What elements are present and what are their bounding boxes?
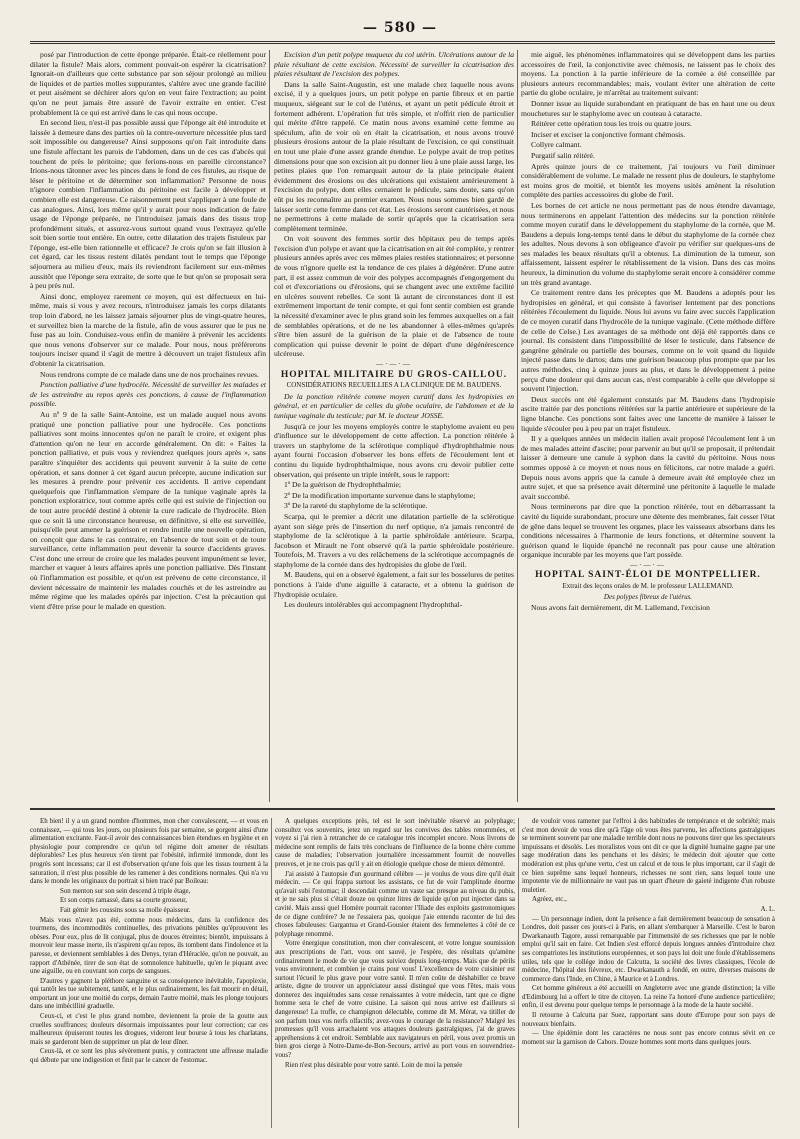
paragraph: Nous avons fait dernièrement, dit M. Lallemand, l'excision	[531, 603, 710, 613]
paragraph: Collyre calmant.	[531, 140, 582, 150]
paragraph: On voit souvent des femmes sortir des hôpitaux peu de temps après l'excision d'un polype et avant que la cicatrisation en ait été complète, y rentrer plusieurs années après avec ces mêmes plaies restées stationnaires; et personne de vous n'ignore quelle est la tendance de ces plaies à dégénérer. D'une autre part, il est assez commun de voir des polypes accompagnés d'engorgement du col et d'excoriations ou d'érosions, qui se changent avec une extrême facilité en ulcères souvent rebelles. Ce sont là autant de circonstances dont il est extrêmement important de tenir compte, et qui font sentir combien est grande la nécessité d'examiner avec le plus grand soin les femmes auxquelles on a fait de semblables opérations, et de ne les abandonner à elles-mêmes qu'après s'être bien assuré de la guérison de la plaie et de l'absence de toute complication qui puisse devenir le point de départ d'une dégénérescence ulcéreuse.	[274, 234, 514, 359]
article-title: Des polypes fibreux de l'utérus.	[603, 592, 693, 601]
ornament-divider: —·—·—	[630, 560, 666, 569]
paragraph: Rien n'est plus désirable pour votre santé. Loin de moi la pensée	[285, 1061, 463, 1069]
list-item: 1º De la guérison de l'hydrophthalmie;	[284, 480, 401, 490]
paragraph: — Un personnage indien, dont la présence a fait dernièrement beaucoup de sensation à Londres, doit passer ces jours-ci à Paris, en allant s'embarquer à Marseille. C'est le baron Dwarkanauth Tagore, aussi remarquable par l'immensité de ses richesses que par le noble emploi qu'il sait en faire. Cet Indien s'est efforcé depuis longues années d'introduire chez ses compatriotes les institutions européennes, et son pays lui doit une foule d'établissemens utiles, tels que le collége indou de Calcutta, la société des livres classiques, l'école de médecine, l'hôpital des fiévreux, etc. Dwarkanauth a fondé, en outre, diverses maisons de commerce dans l'Inde, en Chine, à Maurice et à Londres.	[522, 915, 775, 983]
paragraph: Votre énergique constitution, mon cher convalescent, et votre longue soumission aux prescriptions de l'art, vous ont sauvé, je l'espère, des résultats qu'amène ordinairement le mode de vie que vous suiviez depuis long-temps. Mais que de périls vous environnent, et combien je crains pour vous! L'excellence de votre cuisinier est surtout l'écueil le plus grave pour votre santé. Il m'en coûte de déshabiller ce brave artiste, digne de trouver un appréciateur aussi distingué que vous l'êtes, mais vous donnerez des inquiétudes sans cesse renaissantes à votre médecin, tant que ce digne homme sera le chef de votre cuisine. La saison qui nous arrive est d'ailleurs si dangereuse! La truffe, ce champignon délectable, comme dit M. Mérat, va titiller de son parfum tous vos nerfs olfactifs; avez-vous le courage de la resistance? Malgré les promesses qu'il vous arrachaient vos attaques douleurs gastralgiques, j'ai de graves appréhensions à cet endroit. Semblable aux navigateurs en péril, vous avez promis un bien gros cierge à Notre-Dame-de-Bon-Secours, arrivé au port vous en souvendriez-vous?	[275, 940, 515, 1060]
paragraph: — Une épidémie dont les caractères ne nous sont pas encore connus sévit en ce moment sur la garnison de Cahors. Douze hommes sont morts dans quelques jours.	[522, 1030, 775, 1046]
header-rule	[30, 41, 775, 44]
paragraph: Cet homme généreux a été accueilli en Angleterre avec une grande distinction; la ville d'Edimbourg lui a offert le titre de citoyen. La reine l'a honoré d'une audience particulière; enfin, il est devenu pour quelque temps le personnage à la mode de la haute société.	[522, 985, 775, 1010]
column-divider	[518, 818, 519, 1128]
feuilleton-rule	[30, 808, 775, 810]
paragraph: Les bornes de cet article ne nous permettant pas de nous étendre davantage, nous terminerons en appelant l'attention des médecins sur la ponction réitérée comme moyen curatif dans le développement du staphylome de la cornée, que M. Baudens a depuis long-temps tenté dans le début du staphylome de la cornée chez les adultes. Nous devons à son obligeance d'avoir pu vérifier sur quelques-uns de ses malades les beaux résultats qu'il a obtenus. La diminution de la tumeur, son affaissement, laissent espérer le rétablissement de la vision. Dans des cas moins heureux, la diminution du volume du staphylome serait encore à considérer comme un très grand avantage.	[521, 200, 775, 287]
paragraph: de vouloir vous ramener par l'effroi à des habitudes de tempérance et de sobriété; mais c'est mon devoir de vous dire qu'à l'âge où vous êtes parvenu, les affections gastralgiques se terminent souvent par une maladie terrible dont nous ne pouvons tirer que les spectateurs impuissans et désolés. Les moralistes vous ont dit ce que la dignité humaine gagne par une sage modération dans les penchans et les désirs; le médecin doit ajouter que cette modération est plus qu'une vertu, c'est un calcul et de tous le plus important, car il s'agit de ce bien suprême sans lequel honneurs, richesses ne sont rien, sans lequel toute une impotente vie de millionnaire ne vaut pas un quart d'heure de gaieté indigente d'un robuste muletier.	[522, 818, 775, 894]
list-item: 2º De la modification importante survenue dans le staphylome;	[284, 490, 476, 500]
section-title: Excision d'un petit polype muqueux du col utérin. Ulcérations autour de la plaie résultant de cette excision. Nécessité de surveiller la cicatrisation des plaies résultant de l'excision des polypes.	[274, 50, 514, 79]
paragraph: Ce traitement rentre dans les préceptes que M. Baudens a adoptés pour les hydropisies en général, et qui consiste à favoriser lentement par des ponctions réitérées l'écoulement du liquide. Nous lui avons vu faire avec succès l'application de ce moyen curatif dans l'hydrocèle de la tunique vaginale. (Cette méthode diffère de celle de Celse.) Les avantages de sa méthode ont déjà été rapportés dans ce journal. Ils consistent dans l'impossibilité de léser le testicule, dans l'absence de gangrène générale ou partielle des bourses, comme on le voit quand du liquide injecté passe dans le dartos; dans une guérison beaucoup plus prompte que par les autres méthodes, cinq à quinze jours au plus, et dans le développement à peine perçu d'une douleur qui dans aucun cas, n'est comparable à celle que développe si souvent l'injection.	[521, 288, 775, 394]
signature: A. L.	[760, 905, 775, 913]
paragraph: mie aiguë, les phénomènes inflammatoires qui se développent dans les parties accessoires de l'œil, la conjonctivite avec chémosis, ne laissent pas le choix des moyens. La ponction à la partie inférieure de la cornée a été conseillée par plusieurs auteurs recommandables; mais, voulant éviter une altération de cette partie du globe oculaire, je m'arrêtai au traitement suivant:	[521, 50, 775, 98]
verse-line: Et son corps ramassé, dans sa courte grosseur,	[60, 897, 187, 905]
column-2	[274, 50, 514, 802]
column-divider	[517, 50, 518, 802]
paragraph: Il retourne à Calcutta par Suez, rapportant sans doute d'Europe pour son pays de nouveaux bienfaits.	[522, 1012, 775, 1028]
paragraph: Ceux-là, et ce sont les plus sévèrement punis, y contractent une affreuse maladie qui débute par une indigestion et finit par le cancer de l'estomac.	[30, 1048, 268, 1065]
page-number: — 580 —	[363, 20, 437, 36]
paragraph: Donner issue au liquide surabondant en pratiquant de bas en haut une ou deux mouchetures sur le staphylome avec un couteau à cataracte.	[521, 98, 775, 118]
paragraph: Il y a quelques années un médecin italien avait proposé l'écoulement lent à un de mes malades atteint d'ascite; pour parvenir au but qu'il se proposait, il prétendait laisser à demeure une canule à syphon dans la cavité du péritoine. Nous nous sommes opposé à ce moyen et nous nous en félicitons, car notre malade a guéri. Depuis nous avons appris que la canule à demeure avait été employée chez un autre sujet, et que sa présence avait déterminé une péritonite à laquelle le malade avait succombé.	[521, 434, 775, 501]
feuilleton-column-2	[275, 818, 515, 1128]
column-1	[30, 50, 266, 802]
subheading: Extrait des leçons orales de M. le professeur LALLEMAND.	[562, 582, 734, 591]
paragraph: D'autres y gagnent la pléthore sanguine et sa conséquence inévitable, l'apoplexie, qui tantôt les tue subitement, tantôt, et le plus ordinairement, les fait mourir en détail, emportant un jour une moitié du corps, demain l'autre moitié, mais les plonge toujours dans une imbécillité graduelle.	[30, 977, 268, 1011]
paragraph: A quelques exceptions près, tel est le sort inévitable réservé au polyphage; consultez vos souvenirs, jetez un regard sur les convives des tables renommées, et voyez si j'ai rien à retrancher de ce catalogue très incomplet encore. Nous livrons de médecine sont remplis de faits très concluans de l'influence de la bonne chère comme cause de maladies; l'observation journalière incessamment fournit de nouvelles preuves, et je ne crois pas qu'il y ait en étiologie quelque chose de mieux démontré.	[275, 818, 515, 868]
paragraph: Deux succès ont été également constatés par M. Baudens dans l'hydropisie ascite traitée par des ponctions réitérées sur la partie antérieure et supérieure de la ligne blanche. Ces ponctions sont faites avec une lancette de manière à laisser le liquide s'écouler peu à peu par un trajet fistuleux.	[521, 394, 775, 433]
paragraph: J'ai assisté à l'autopsie d'un gourmand célèbre — je voulus de vous dire qu'il était médecin. — Ce qui frappa surtout les assistans, ce fut de voir l'amplitude énorme qu'avait subi l'estomac; il descendait comme un vaste sac presque au niveau du pubis, et je ne sais plus si c'était douze ou quinze litres de liquide qu'on put injecter dans sa cavité. Mais aussi quel Homère pourrait raconter l'Iliade des exploits gastronomiques de ce digne confrère? Je ne l'essaiera pas, quoique j'aie entendu raconter de lui des choses fabuleuses: Gargantua et Grand-Gousier étaient des femmelettes à côté de ce polyphage renommé.	[275, 870, 515, 938]
paragraph: Les douleurs intolérables qui accompagnent l'hydrophthal-	[284, 600, 463, 610]
verse-line: Son menton sur son sein descend à triple étage,	[60, 887, 191, 895]
paragraph: Mais vous n'avez pas été, comme nous médecins, dans la confidence des tourmens, des incommodités continuelles, des privations pénibles qu'éprouvent les obèses. Pour eux, plus de lit conjugal, plus de douces étreintes; bientôt, impuissans à mouvoir leur masse inerte, ils n'aspirent qu'au repos, ils tombent dans l'indolence et la paresse, et deviennent semblables à des Denys, tyran d'Héraclée, qu'on ne pouvait, au rapport d'Athénée, tirer de son état de somnolence habituelle, qu'en le piquant avec une aiguille, ou en couvrant son corps de sangsues.	[30, 916, 268, 976]
paragraph: Scarpa, qui le premier a décrit une dilatation partielle de la sclérotique ayant son siège près de l'insertion du nerf optique, n'a jamais rencontré de staphylome de la sclérotique à la partie sphéroïdale antérieure. Scarpa, Jacobson et Mirault ne l'ont observé qu'à la partie sphéroïdale postérieure. Toutefois, M. Travers a vu des relâchemens de la sclérotique accompagnés de staphylome de la cornée dans des hydropisies du globe de l'œil.	[274, 511, 514, 569]
paragraph: Après quinze jours de ce traitement, j'ai toujours vu l'œil diminuer considérablement de volume. Le malade ne ressent plus de douleurs, le staphylome est moins gros de moitié, et bientôt les moyens usités amènent la résolution complète des parties accessoires du globe de l'œil.	[521, 161, 775, 200]
article-title: De la ponction réitérée comme moyen curatif dans les hydropisies en général, et en particulier de celles du globe oculaire, de l'abdomen et de la tunique vaginale du testicule; par M. le docteur JOSSE.	[274, 391, 514, 420]
paragraph: Jusqu'à ce jour les moyens employés contre le staphylome avaient eu peu d'influence sur le développement de cette affection. La ponction réitérée à travers un staphylome de la sclérotique compliqué d'hydrophthalmie nous ayant fourni l'occasion d'observer les bons effets de l'écoulement lent et continu du liquide hydrophthalmique, nous avons cru devoir publier cette observation, qui présente un triple intérêt, sous le rapport:	[274, 421, 514, 479]
section-title: Ponction palliative d'une hydrocèle. Nécessité de surveiller les malades et de les astreindre au repos après ces ponctions, à cause de l'inflammation possible.	[30, 380, 266, 409]
paragraph: Ceux-ci, et c'est le plus grand nombre, deviennent la proie de la goutte aux cruelles souffrances; douleurs désormais impuissantes pour leur correction; car ces malheureux épuiseront toutes les drogues, videront leur bourse à tous les charlatans, mais se garderont bien de supprimer un plat de leur dîner.	[30, 1013, 268, 1046]
column-divider	[271, 818, 272, 1128]
paragraph: Purgatif salin réitéré.	[531, 150, 595, 160]
paragraph: Au nº 9 de la salle Saint-Antoine, est un malade auquel nous avons pratiqué une ponction palliative pour une hydrocèle. Ces ponctions palliatives sont moins innocentes qu'on ne paraît le croire, et exigent plus d'attention qu'on ne leur en accorde généralement. On dit: « Faites la ponction palliative, et puis vous y reviendrez quelques jours après », sans paraître s'inquiéter des accidents qui peuvent survenir à la suite de cette opération, et sans donner à cet égard aucun précepte, aucune indication sur les mesures à prendre pour prévenir ces accidents. Il arrive cependant quelquefois que l'inflammation s'empare de la tunique vaginale après la ponction exploratrice, tout comme après celle qui est suivie de l'injection ou de tout autre procédé destiné à obtenir la cure radicale de l'hydrocèle. Bien que ce soit là une circonstance heureuse, en définitive, si elle est surveillée, puisqu'elle peut amener la guérison et rendre inutile une nouvelle opération, on conçoit que dans le cas contraire, en l'absence de tout soin et de toute surveillance, cette inflammation peut devenir la source d'accidents graves. C'est donc une erreur de croire que les malades peuvent impunément se lever, marcher et vaquer à leurs affaires après une ponction palliative. Dès l'instant où l'inflammation est possible, et qu'on est prévenu de cette circonstance, il devient nécessaire de maintenir les malades couchés et de les astreindre au même régime que les malades opérés par injection. C'est la précaution qui vient d'être prise pour le malade en question.	[30, 409, 266, 611]
subheading: CONSIDÉRATIONS RECUEILLIES A LA CLINIQUE DE M. BAUDENS.	[286, 381, 502, 390]
feuilleton-column-1	[30, 818, 268, 1128]
paragraph: Agréez, etc.,	[532, 896, 567, 904]
hospital-heading: HOPITAL MILITAIRE DU GROS-CAILLOU.	[280, 369, 508, 380]
paragraph: Dans la salle Saint-Augustin, est une malade chez laquelle nous avons excisé, il y a quelques jours, un petit polype en partie fibreux et en partie muqueux, siégeant sur le col de l'utérus, et ayant un petit pédicule étroit et fortement adhérent. L'opération fut très simple, et n'offrit rien de particulier qui mérite d'être rappelé. Ce matin nous avons examiné cette femme au spéculum, afin de voir où en était la cicatrisation, et nous avons trouvé plusieurs érosions autour de la plaie résultant de l'excision, ce qui constituait en tout une plaie d'une assez grande étendue. Le polype avait de trop petites dimensions pour que son excision ait pu donner lieu à une plaie aussi large, les petites plaies que l'on remarquait autour de la plaie principale étaient évidemment des érosions ou des ulcérations qui existaient antérieurement à l'excision du polype, dont elles cernaient le pédicule, sans doute, sans qu'on eût pu les reconnaître au premier examen. Nous nous sommes bien gardé de laisser sortir cette femme dans cet état. Les érosions seront cautérisées, et nous ne permettrons à cette malade de sortir qu'après que la cicatrisation sera complètement terminée.	[274, 79, 514, 233]
column-3	[521, 50, 775, 802]
paragraph: En second lieu, n'est-il pas possible aussi que l'éponge ait été introduite et laissée à demeure dans des parties où la contre-ouverture nécessitée plus tard soit impossible ou dangereuse? Ainsi supposons qu'on l'ait introduite dans une fistule affectant les parois de l'abdomen, dans un de ces cas d'abcès qui touchent de près le péritoine; que ferions-nous en pareille circonstance? Irions-nous tâtonner avec les pinces dans le fond de ces fistules, au risque de léser le péritoine et de déterminer son inflammation? Personne de nous n'ignore combien l'inflammation du péritoine est facile à développer et combien elle est dangereuse. Ce raisonnement peut s'appliquer à une foule de cas analogues. Ainsi, lors même qu'il y aurait pour nous indication de faire usage de l'éponge préparée, ne l'introduisez jamais dans des tissus trop profondément situés, et assurez-vous surtout quand vous l'extrayez qu'elle soit bien sortie tout entière. En outre, cette dilatation des trajets fistuleux par l'éponge, est-elle bien rationnelle et efficace? Je crois qu'on se fait illusion à cet égard, car les tissus restent dilatés pendant tout le temps que l'éponge séjournera au milieu d'eux, mais ils reviendront facilement sur eux-mêmes aussitôt que l'éponge sera extraite, de sorte que le but qu'on se proposait sera à peu près nul.	[30, 118, 266, 291]
paragraph: Ainsi donc, employez rarement ce moyen, qui est défectueux en lui-même, mais si vous y avez recours, n'introduisez jamais les corps dilatants trop loin d'abord, ne les laissez jamais séjourner plus de vingt-quatre heures, et surveillez bien la marche de la fistule, afin de vous assurer que le pus ne fuse pas au loin. Conduisez-vous enfin de manière à prévenir les accidents que nous venons d'observer sur ce malade. Pour nous, nous préférerons toujours inciser quand il s'agit de mettre à découvert un trajet fistuleux afin d'obtenir la cicatrisation.	[30, 291, 266, 368]
feuilleton-column-3	[522, 818, 775, 1128]
paragraph: M. Baudens, qui en a observé également, a fait sur les bosselures de petites ponctions à l'aide d'une aiguille à cataracte, et a obtenu la guérison de l'hydropisie oculaire.	[274, 570, 514, 599]
verse-line: Fait gémir les coussins sous sa molle épaisseur.	[60, 906, 191, 914]
hospital-heading: HOPITAL SAINT-ÉLOI DE MONTPELLIER.	[535, 570, 761, 581]
paragraph: Nous terminerons par dire que la ponction réitérée, tout en débarrassant la cavité du liquide surabondant, procure une détente des membranes, fait cesser l'état de gêne dans lequel se trouvent les organes, place les vaisseaux absorbans dans les conditions nécessaires à l'harmonie de leurs fonctions, et détermine souvent la guérison quand le liquide épanché ne reconnaît pas pour cause une altération organique incurable par les moyens que l'art possède.	[521, 502, 775, 560]
ornament-divider: —·—·—	[376, 360, 412, 368]
paragraph: posé par l'introduction de cette éponge préparée. Était-ce réellement pour dilater la fistule? Mais alors, comment pouvait-on espérer la cicatrisation? Ignorait-on d'ailleurs que cette substance par son séjour prolongé au milieu de liquides et de parties molles suppurantes, s'altère avec une grande facilité et peut aisément se déchirer alors qu'on en veut faire l'extraction; au point qu'on ne peut jamais être assuré de l'avoir extraite en entier. C'est probablement là ce qui est arrivé dans le cas qui nous occupe.	[30, 50, 266, 117]
column-divider	[269, 50, 270, 802]
list-item: 3º De la rareté du staphylome de la sclérotique.	[284, 501, 428, 511]
paragraph: Nous rendrons compte de ce malade dans une de nos prochaines revues.	[40, 369, 259, 379]
paragraph: Inciser et exciser la conjonctive formant chémosis.	[531, 129, 686, 139]
paragraph: Réitérer cette opération tous les trois ou quatre jours.	[531, 119, 692, 129]
paragraph: Eh bien! il y a un grand nombre d'hommes, mon cher convalescent, — et vous en connaissez, — qui tous les jours, ou plusieurs fois par semaine, se gorgent ainsi d'une alimentation excitante. Faut-il avoir des connaissances bien étendues en hygiène et en physiologie pour comprendre ce qu'un tel régime doit amener de résultats déplorables? Les plus heureux s'en tirent par l'obésité, infirmité immonde, dont les progrès sont incessans; car il est d'observation qu'une fois que les tissus tournent à la saturation, il n'est plus possible de les ramener à des conditions normales. Qui n'a vu dans le monde les originaux du portrait si bien tracé par Boileau:	[30, 818, 268, 886]
